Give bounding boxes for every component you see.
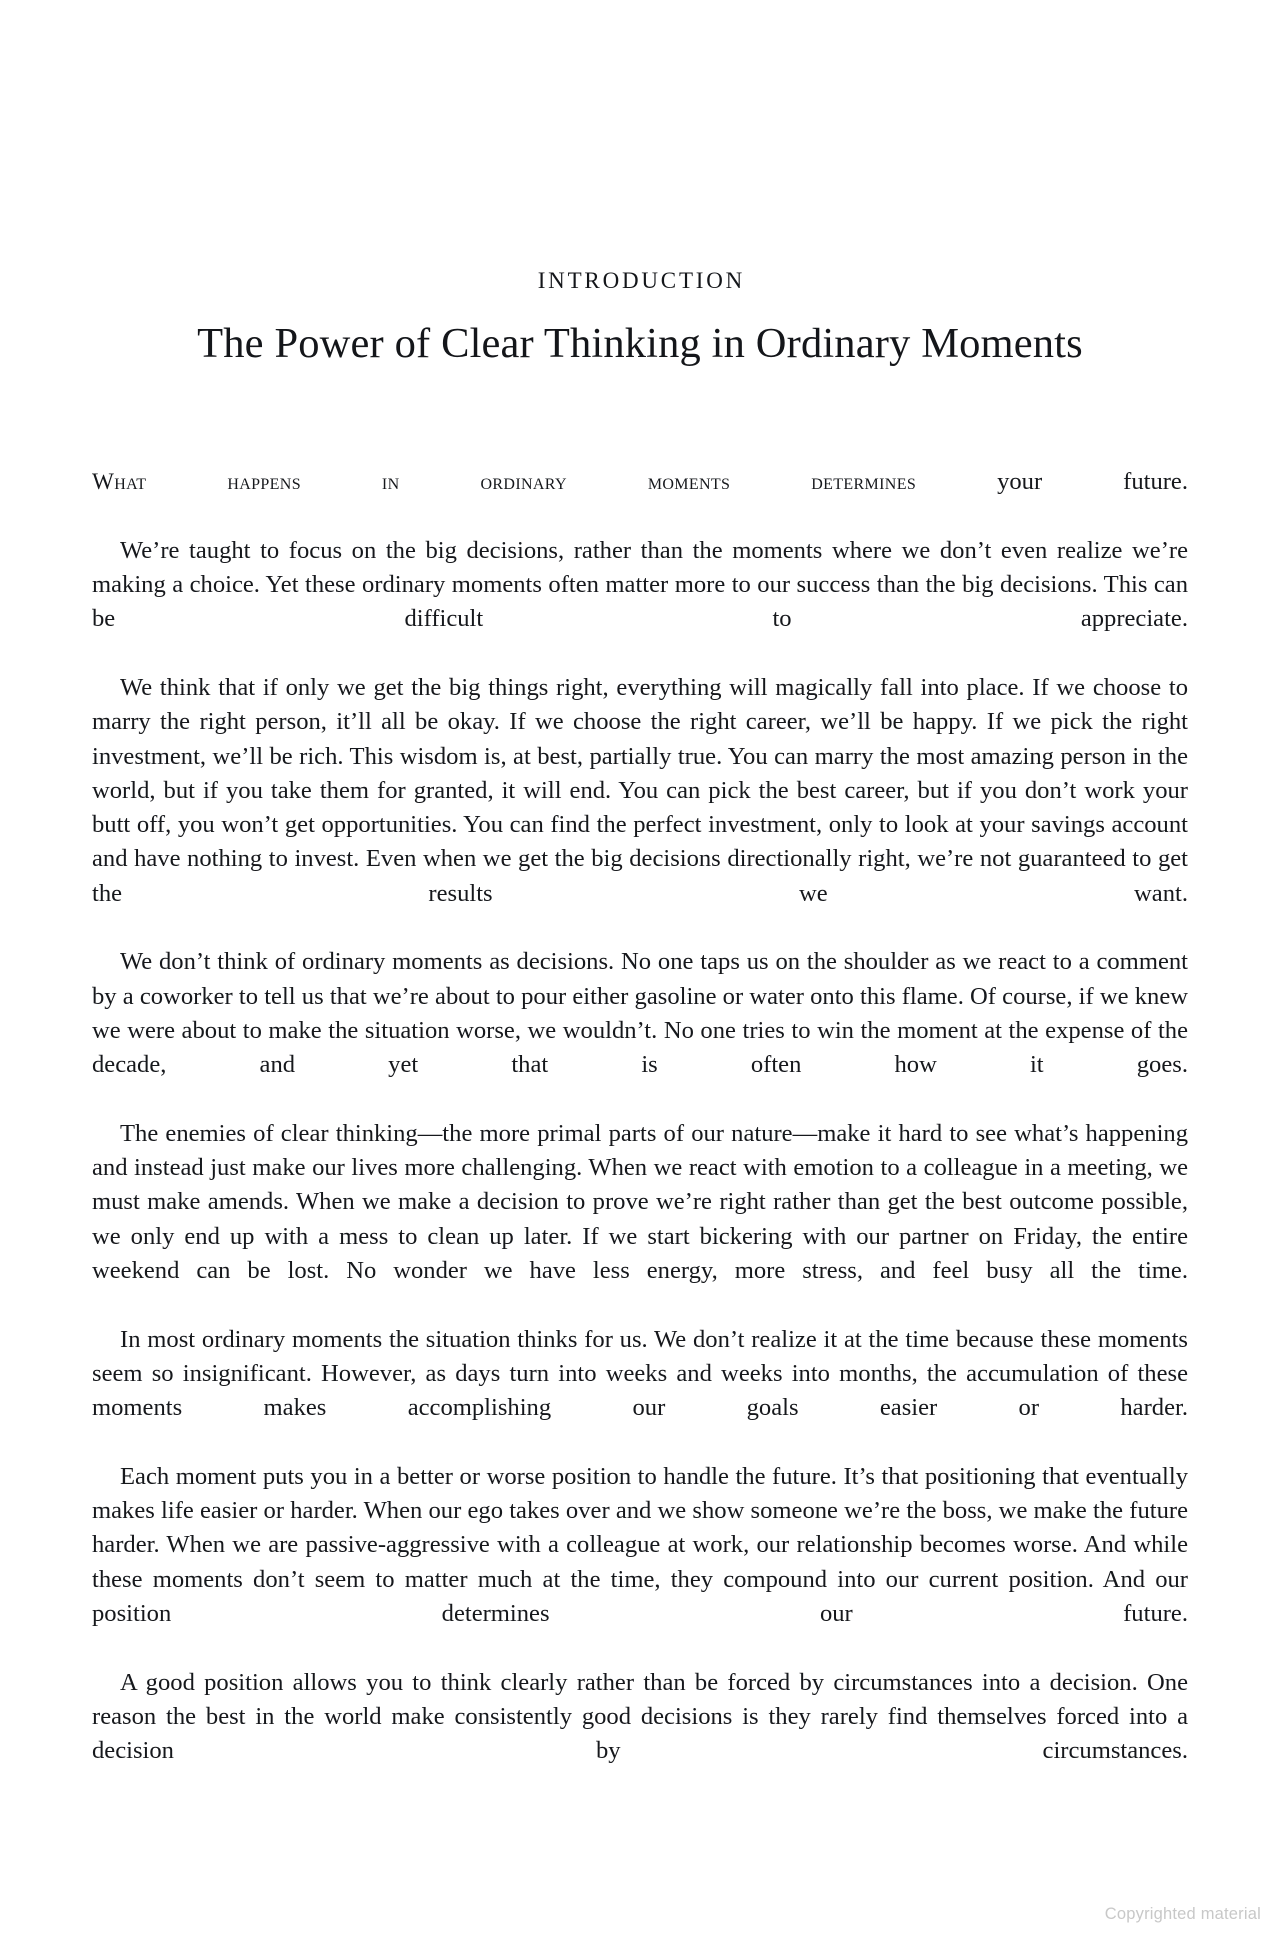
paragraph: A good position allows you to think clearly rather than be forced by circumstances into a decision. One reason the best in the world make consistently good decisions is they rarely find themselves forced into a decision by circumstances.: [92, 1668, 1188, 1765]
chapter-heading-block: [92, 0, 1188, 369]
opening-rest: your future.: [916, 468, 1188, 496]
paragraph: We think that if only we get the big things right, everything will magically fall into place. If we choose to marry the right person, it’ll all be okay. If we choose the right career, we’ll be happy. If we pick the right investment, we’ll be rich. This wisdom is, at best, partially true. You can marry the most amazing person in the world, but if you take them for granted, it will end. You can pick the best career, but if you don’t work your butt off, you won’t get opportunities. You can find the perfect investment, only to look at your savings account and have nothing to invest. Even when we get the big decisions directionally right, we’re not guaranteed to get the results we want.: [92, 673, 1188, 907]
paragraph-opening: [92, 465, 1188, 534]
page-content: [92, 0, 1188, 1960]
paragraph: The enemies of clear thinking—the more primal parts of our nature—make it hard to see what’s happening and instead just make our lives more challenging. When we react with emotion to a colleague in a meeting, we must make amends. When we make a decision to prove we’re right rather than get the best outcome possible, we only end up with a mess to clean up later. If we start bickering with our partner on Friday, the entire weekend can be lost. No wonder we have less energy, more stress, and feel busy all the time.: [92, 1119, 1188, 1284]
paragraph: We’re taught to focus on the big decisions, rather than the moments where we don’t even realize we’re making a choice. Yet these ordinary moments often matter more to our success than the big decisions. This can be difficult to appreciate.: [92, 536, 1188, 633]
copyright-notice: Copyrighted material: [1104, 1905, 1261, 1923]
paragraph: In most ordinary moments the situation thinks for us. We don’t realize it at the time because these moments seem so insignificant. However, as days turn into weeks and weeks into months, the accumulation of these moments makes accomplishing our goals easier or harder.: [92, 1325, 1188, 1422]
page-title: The Power of Clear Thinking in Ordinary Moments: [197, 320, 1083, 368]
body-text: [92, 465, 1188, 1803]
paragraph: Each moment puts you in a better or worse position to handle the future. It’s that positioning that eventually makes life easier or harder. When our ego takes over and we show someone we’re the boss, we make the future harder. When we are passive-aggressive with a colleague at work, our relationship becomes worse. And while these moments don’t seem to matter much at the time, they compound into our current position. And our position determines our future.: [92, 1462, 1188, 1627]
paragraph: We don’t think of ordinary moments as decisions. No one taps us on the shoulder as we react to a comment by a coworker to tell us that we’re about to pour either gasoline or water onto this flame. Of course, if we knew we were about to make the situation worse, we wouldn’t. No one tries to win the moment at the expense of the decade, and yet that is often how it goes.: [92, 948, 1188, 1079]
opening-smallcaps: What happens in ordinary moments determines: [92, 469, 917, 496]
chapter-kicker: INTRODUCTION: [537, 268, 746, 293]
